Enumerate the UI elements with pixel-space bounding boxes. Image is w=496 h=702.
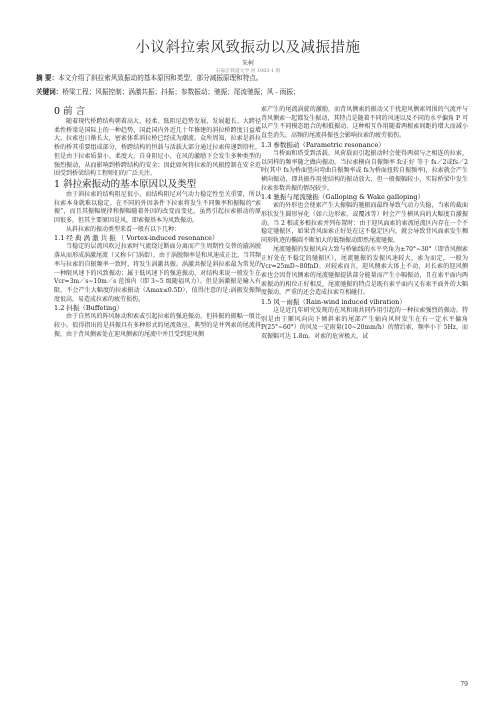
body-paragraph: 索产生的尾流涡旋的激励，而背风侧索的振动又干扰迎风侧索周围的气流并与背风侧索一起都发生振动，其特点是随着不同的风速以及不同的水平偏角 P 可以产生不同模态组合的相抵振动。这种相互作用随着两根索间距的增大而减小直至消失。高频的尾流抖振也会影响拉索的疲劳损伤。 bbox=[261, 106, 468, 140]
author: 朱柯 bbox=[241, 60, 254, 67]
right-column bbox=[261, 106, 468, 342]
body-paragraph: 由于斜拉索的结构阻尼很小，而结构阻尼对气动力稳定性至关重要，所以拉索本身就难以稳定。在不同的外因条件下拉索将发生不同频率和振幅的“索振”，而且其振幅规律和振幅随着外因的改变而变化，虽然引起拉索振动的原因很多，但其主要原因是风，即索振基本为风致振动。 bbox=[54, 190, 261, 225]
body-paragraph: 从斜拉索的振动类型来看一般有以下几种： bbox=[66, 225, 181, 233]
keywords-text: 桥梁工程；风振控制；涡激共振；抖振；参数振动；驰振；尾流驰振；风 - 雨振； bbox=[62, 88, 300, 96]
section-heading: 1 斜拉索振动的基本原因以及类型 bbox=[54, 178, 197, 190]
subsection-heading: 1.3 参数振动（Parametric resonance） bbox=[261, 140, 385, 149]
keywords bbox=[36, 88, 462, 97]
page-number: 79 bbox=[460, 681, 468, 688]
body-paragraph: 由于自然风的阵风脉动和索或引起拉索的强迫振动，但抖振的振幅一般比较小。值得指出的是抖振具有多种形式的尾流效应，典型的是并列索的尾流抖振，由于背风侧索处在迎风侧索的尾流中并且受到迎风侧 bbox=[54, 313, 261, 338]
left-column bbox=[54, 106, 261, 339]
subsection-heading: 1.2 抖振（Buffeting） bbox=[54, 304, 123, 313]
subsection-heading: 1.4 驰振与尾流驰振（Galloping & Wake galloping） bbox=[261, 193, 425, 202]
body-paragraph: 尾流驰振的发振风向大致与桥轴线的水平夹角为±70°~30°（即背风侧索正好处在不稳定的驰振区），尾流驰振的发振风速较大，索为而定，一般为 Vcr=25mD~80fnD。对较索而言，迎风侧索大体上不动，对长索的迎风侧索也会因背风侧索的尾流驰振提供部分能量而产生小幅振动，且在索平面内两索振动的相位正好相反，尾流驰振的特点是既有索平面内又有索平面外的大幅度振动，严重的还会造成拉索互相碰打。 bbox=[261, 245, 468, 297]
paper-title: 小议斜拉索风致振动以及减振措施 bbox=[135, 40, 361, 56]
body-paragraph: 当桥面和塔受到活载、风荷载而引起振动时会使得两端与之相连的拉索，以同样的频率随之做向振动，当拉索横向自振频率 fc正好 等于 fs／2或fs／2时(其中 fs为桥面竖向弯曲自振频率或 fs为桥面扭转自振频率)，拉索就会产生横向振动，即共振作用使结构的振动放大，但一般振幅较小，实际桥梁中发生拉索参数共振的情况较少。 bbox=[261, 149, 468, 192]
abstract-text: 本文介绍了斜拉索风致振动的基本原因和类型，部分减振原理和特点。 bbox=[58, 74, 263, 82]
body-paragraph: 索的外形也会使索产生大振幅的驰振而最终导致气动力失稳，当索的截面形状发生圆形异化（如六边形索，或覆冰等）时会产生横风向的大幅度自激振动。当 2 根或多根拉索并列布置时：由于迎风面索的索流尾流区内存在一个不稳定驰振区，如果背风面索正好处在这不稳定区内，就会导致背风面索发生稠同形轨迹的椭圆不断加大的低频振动即然尾流驰振。 bbox=[261, 202, 468, 245]
subsection-heading: 1.1 经 典 涡 激 共 振 （ Vortex-induced resonance） bbox=[54, 234, 219, 243]
subsection-heading: 1.5 风－雨振（Rain-wind induced vibration） bbox=[261, 298, 406, 307]
section-heading: 0 前 言 bbox=[54, 106, 86, 117]
body-paragraph: 这是近几年研究发现的在风和雨共同作用引起的一种拉索强烈的振动。特别是由于顺风向向下倾斜索的尾部产生轴向风时发生在有一定水平偏角 P(25°~60°）的风及一定雨量(10~20mm/h）的情后索，频率小于 5Hz，而双振幅可达 1.8m。对索的危害极大，试 bbox=[261, 307, 468, 341]
affiliation: 石家庄铁道大学 河 1003-1 班 bbox=[215, 69, 281, 74]
abstract-label: 摘 要： bbox=[36, 74, 59, 82]
body-paragraph: 随着现代桥跨结构朝着高大、轻柔、低阻尼趋势发展，发展超长、大跨径柔性桥梁是国际上的一种趋势，国此国内外近几十年修建的斜拉桥跨度日益增大，拉索也日渐长大，密索体系斜拉桥已经成为潮流。众所周知，拉索是斜拉桥的桥其重要组成部分，桥跨结构的恒载与活载大部分通过拉索传递到塔柱，但是由于拉索质量小、柔度大、自身阻尼小，在风的激励下会发生多种类型的强烈振动，从而影响到桥跨结构的安全；因此如何将拉索的风振控制在安全范围受到桥梁结构工程师们的广泛关注。 bbox=[54, 118, 261, 178]
abstract bbox=[36, 74, 462, 83]
keywords-label: 关键词： bbox=[36, 88, 63, 96]
body-paragraph: 当稳定的层流风吹过拉索时气流绕过断面分离而产生周期性交替的漩涡脱落从而形成涡激尾流（又称卡门涡街），由于涡脱频率是和风速成正比，当其频率与拉索的自振频率一致时，将发生涡激共振。涡激共振是斜拉索最为常见的一种限风速下的风致振动；属于低风速下的强迫振动，对结构来说一般发生在 Vcr=3m／s~10m／s 范围内（即 3~5 级随福风力）。但是涡激振是输入有限，不会产生大幅度的拉索振动（Amax≤0.5D），值得注意的是:涡振发振频度很高，易造成拉索的疲劳损伤。 bbox=[54, 243, 262, 303]
